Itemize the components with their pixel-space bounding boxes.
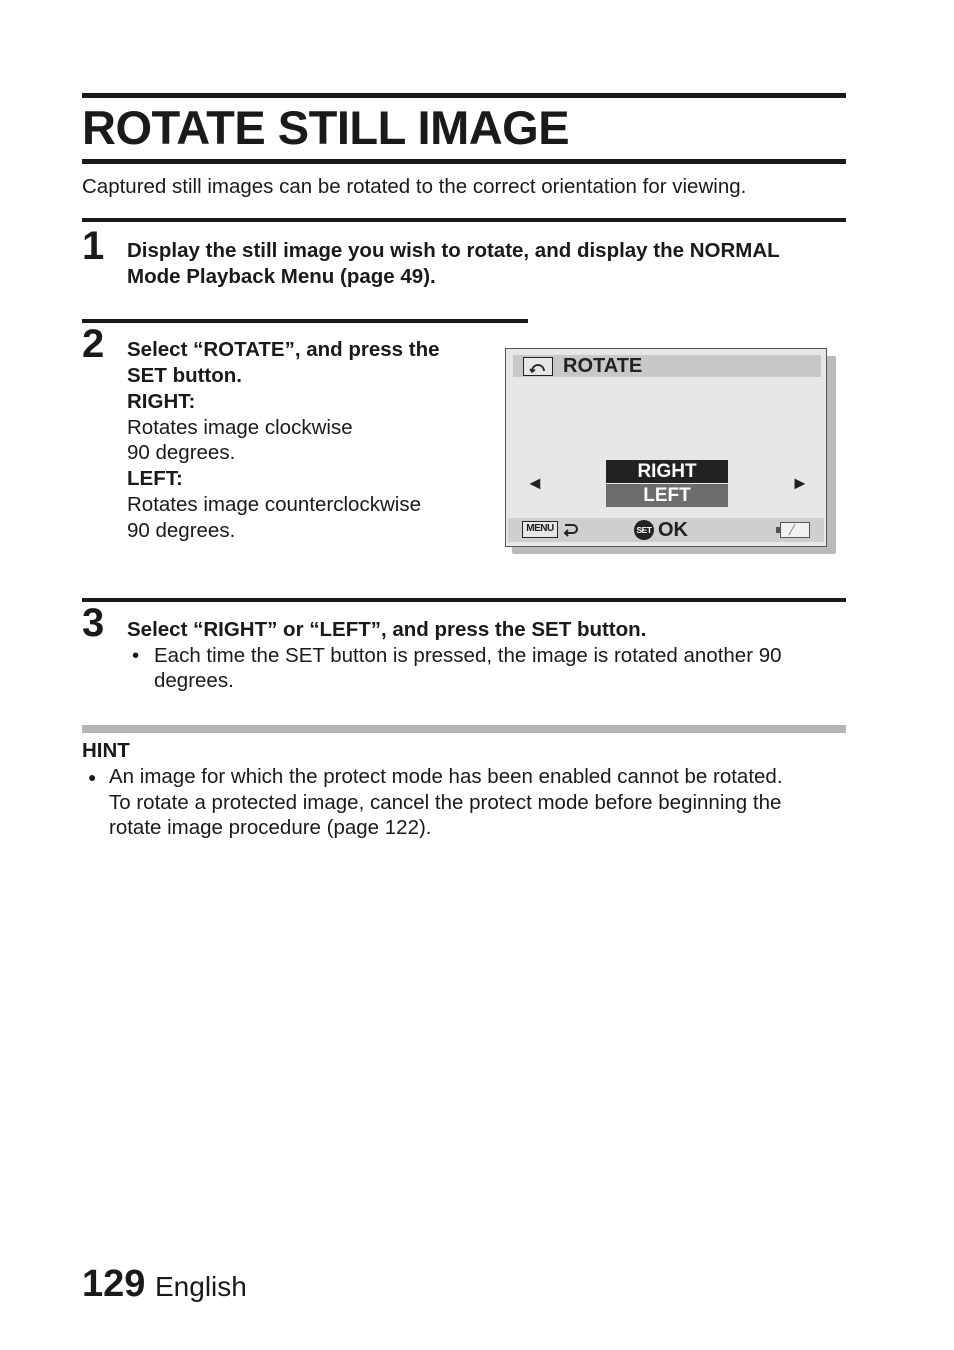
left-label: LEFT: [127, 467, 183, 490]
page-title: ROTATE STILL IMAGE [82, 101, 570, 154]
step2-line2: SET button. [127, 364, 243, 387]
page-number: 129 [82, 1263, 146, 1305]
step1-rule [82, 218, 846, 222]
language-label: English [155, 1271, 247, 1302]
screen-title: ROTATE [563, 355, 643, 377]
right-desc-line2: 90 degrees. [127, 441, 236, 464]
step1-line2: Mode Playback Menu (page 49). [127, 265, 436, 288]
title-top-rule [82, 93, 846, 98]
step3-note-line2: degrees. [154, 669, 234, 692]
return-icon [561, 521, 579, 544]
camera-screen [505, 348, 827, 547]
step3-number: 3 [82, 601, 105, 645]
set-button-icon[interactable]: SET [634, 520, 654, 540]
right-desc-line1: Rotates image clockwise [127, 416, 353, 439]
hint-bar [82, 725, 846, 733]
screen-footer [508, 518, 824, 542]
intro-text: Captured still images can be rotated to the correct orientation for viewing. [82, 175, 747, 198]
menu-button-icon[interactable]: MENU [522, 521, 558, 538]
right-arrow-icon[interactable]: ► [791, 473, 809, 493]
ok-label: OK [658, 519, 688, 541]
step3-heading: Select “RIGHT” or “LEFT”, and press the SET button. [127, 618, 647, 641]
left-desc-line1: Rotates image counterclockwise [127, 493, 421, 516]
hint-label: HINT [82, 739, 130, 762]
hint-line2: To rotate a protected image, cancel the protect mode before beginning the [109, 791, 782, 814]
step2-rule [82, 319, 528, 323]
screen-header [513, 355, 821, 377]
step1-line1: Display the still image you wish to rotate, and display the NORMAL [127, 239, 780, 262]
hint-line1: An image for which the protect mode has been enabled cannot be rotated. [109, 765, 783, 788]
step3-note-line1: Each time the SET button is pressed, the image is rotated another 90 [154, 644, 782, 667]
step2-line1: Select “ROTATE”, and press the [127, 338, 440, 361]
hint-line3: rotate image procedure (page 122). [109, 816, 432, 839]
hint-bullet: ● [88, 769, 97, 785]
left-desc-line2: 90 degrees. [127, 519, 236, 542]
option-right[interactable]: RIGHT [606, 460, 728, 483]
battery-icon [780, 522, 810, 538]
rotate-icon [523, 357, 553, 376]
left-arrow-icon[interactable]: ◄ [526, 473, 544, 493]
step3-rule [82, 598, 846, 602]
step2-number: 2 [82, 322, 105, 366]
step3-bullet: • [132, 644, 140, 667]
title-bottom-rule [82, 159, 846, 164]
step1-number: 1 [82, 224, 105, 268]
right-label: RIGHT: [127, 390, 196, 413]
option-left[interactable]: LEFT [606, 484, 728, 507]
